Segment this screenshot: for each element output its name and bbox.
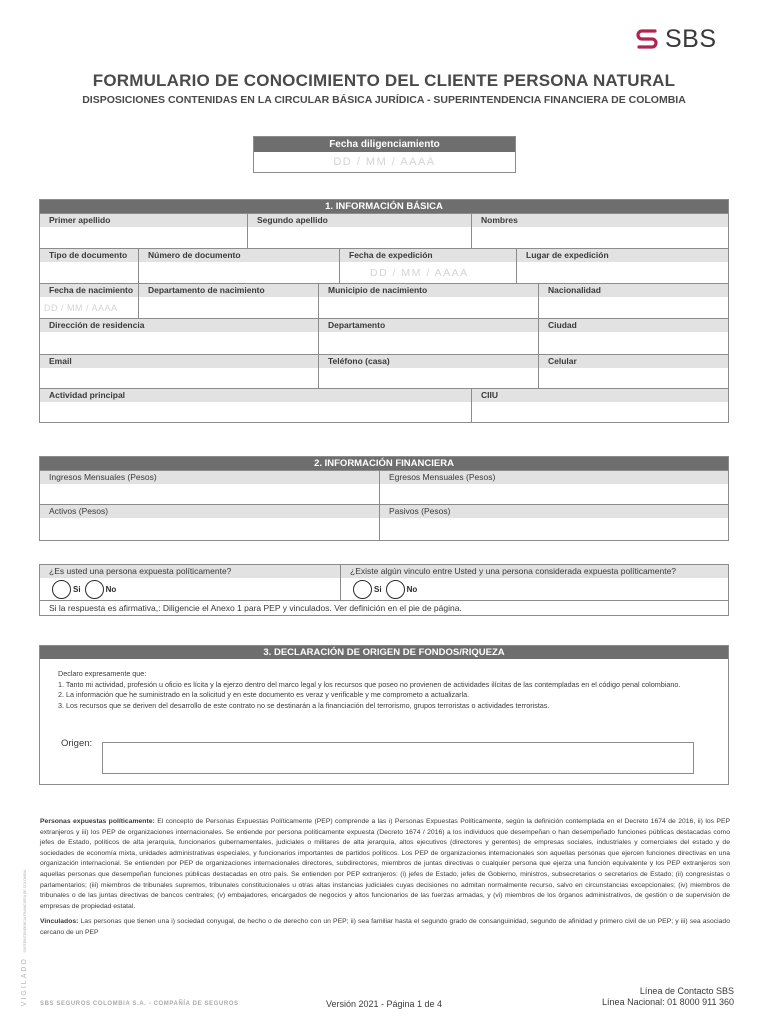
nombres-field[interactable] (471, 214, 728, 248)
ciiu-label: CIIU (472, 389, 728, 402)
telefono-label: Teléfono (casa) (319, 355, 538, 368)
primer-apellido-label: Primer apellido (40, 214, 247, 227)
declaracion-item-1: 1. Tanto mi actividad, profesión u oficio es lícita y la ejerzo dentro del marco legal y los recursos que poseo no provienen de actividades ilícitas de las contempladas en el código penal colombiano. (58, 679, 681, 689)
departamento-nacimiento-field[interactable] (138, 284, 318, 318)
email-label: Email (40, 355, 318, 368)
departamento-label: Departamento (319, 319, 538, 332)
segundo-apellido-label: Segundo apellido (248, 214, 471, 227)
declaracion-item-3: 3. Los recursos que se deriven del desarrollo de este contrato no se destinarán a la financiación del terrorismo, grupos terroristas o actividades terroristas. (58, 700, 550, 710)
pep-row (40, 565, 728, 600)
definicion-pep-term: Personas expuestas políticamente: (40, 818, 155, 825)
page-subtitle: DISPOSICIONES CONTENIDAS EN LA CIRCULAR BÁSICA JURÍDICA - SUPERINTENDENCIA FINANCIERA DE COLOMBIA (82, 94, 686, 106)
fecha-nacimiento-field[interactable] (40, 284, 138, 318)
municipio-nacimiento-label: Municipio de nacimiento (319, 284, 538, 297)
row-ingresos-egresos (40, 470, 728, 504)
pep2-si-label: Si (374, 584, 382, 594)
seccion1-title: 1. INFORMACIÓN BÁSICA (40, 200, 728, 213)
fecha-nacimiento-label: Fecha de nacimiento (40, 284, 138, 297)
definicion-pep (40, 817, 730, 912)
fecha-nacimiento-input[interactable]: DD / MM / AAAA (44, 302, 118, 313)
origen-input[interactable] (102, 742, 694, 774)
egresos-label: Egresos Mensuales (Pesos) (380, 471, 728, 484)
direccion-residencia-label: Dirección de residencia (40, 319, 318, 332)
ciudad-field[interactable] (538, 319, 728, 354)
vigilado-entity: SUPERINTENDENCIA FINANCIERA DE COLOMBIA (23, 869, 27, 953)
seccion-informacion-financiera (39, 456, 729, 541)
footer-company: SBS SEGUROS COLOMBIA S.A. - COMPAÑÍA DE SEGUROS (40, 1001, 239, 1007)
fecha-diligenciamiento-input[interactable]: DD / MM / AAAA (333, 156, 436, 168)
pasivos-label: Pasivos (Pesos) (380, 505, 728, 518)
definiciones (40, 817, 730, 944)
fecha-expedicion-input[interactable]: DD / MM / AAAA (370, 266, 469, 279)
ciiu-field[interactable] (471, 389, 728, 422)
fecha-diligenciamiento (253, 136, 516, 173)
pep-question-1-options (40, 578, 340, 600)
pep-question-2-options (341, 578, 728, 600)
pep1-no-radio[interactable] (85, 580, 104, 599)
pasivos-field[interactable] (379, 505, 728, 540)
telefono-field[interactable] (318, 355, 538, 388)
footer-version: Versión 2021 - Página 1 de 4 (325, 999, 443, 1009)
footer-contact (602, 986, 734, 1008)
pep2-no-label: No (406, 584, 418, 594)
row-nombres (40, 213, 728, 248)
pep1-si-label: Si (73, 584, 81, 594)
vigilado-label: VIGILADO (21, 957, 28, 1007)
seccion3-title: 3. DECLARACIÓN DE ORIGEN DE FONDOS/RIQUEZA (40, 646, 728, 659)
numero-documento-label: Número de documento (139, 249, 339, 262)
page-title: FORMULARIO DE CONOCIMIENTO DEL CLIENTE PERSONA NATURAL (92, 71, 676, 90)
fecha-diligenciamiento-label: Fecha diligenciamiento (254, 137, 515, 152)
row-nacimiento (40, 283, 728, 318)
municipio-nacimiento-field[interactable] (318, 284, 538, 318)
lugar-expedicion-label: Lugar de expedición (517, 249, 728, 262)
actividad-principal-label: Actividad principal (40, 389, 471, 402)
footer-contact-line2: Línea Nacional: 01 8000 911 360 (602, 997, 734, 1007)
row-documento (40, 248, 728, 283)
seccion2-title: 2. INFORMACIÓN FINANCIERA (40, 457, 728, 470)
departamento-field[interactable] (318, 319, 538, 354)
declaracion-intro: Declaro expresamente que: (58, 669, 147, 678)
row-direccion (40, 318, 728, 354)
vigilado-seal (14, 869, 30, 1007)
sbs-logo (634, 25, 717, 54)
segundo-apellido-field[interactable] (247, 214, 471, 248)
pep2-si-radio[interactable] (353, 580, 372, 599)
pep-question-1 (40, 565, 340, 600)
ingresos-label: Ingresos Mensuales (Pesos) (40, 471, 379, 484)
celular-field[interactable] (538, 355, 728, 388)
nacionalidad-field[interactable] (538, 284, 728, 318)
definicion-pep-text: El concepto de Personas Expuestas Políticamente (PEP) comprende a las i) Personas Expuestas Políticamente, según la definición contemplada en el Decreto 1674 de 2016, ii) los PEP extranjeros y iii) los PEP de organizaciones internacionales. Se entiende por persona políticamente expuesta (Decreto 1674 / 2016) a los individuos que desempeñan o han desempeñado funciones públicas destacadas como jefes de Estado, políticos de alta jerarquía, funcionarios gubernamentales, judiciales o militares de alta jerarquía, altos ejecutivos (directores y gerentes) de empresas sociales, industriales y comerciales del estado y de sociedades de economía mixta, unidades administrativas especiales, y funcionarios importantes de partidos políticos. Los PEP de organizaciones internacionales son aquellas personas que ejercen funciones directivas en una organización internacional. Se entienden por PEP de organizaciones internacionales directores, subdirectores, miembros de juntas directivas o cualquier persona que ejerza una función equivalente y los PEP extranjeros son aquellas personas que desempeñan funciones públicas destacadas en otro país. Se entienden por PEP extranjeros: (i) jefes de Estado, jefes de Gobierno, ministros, subsecretarios o secretarios de Estado; (ii) congresistas o parlamentarios; (iii) miembros de tribunales supremos, tribunales constitucionales u otras altas instancias judiciales cuyas decisiones no admitan normalmente recurso, salvo en circunstancias excepcionales; (iv) miembros de tribunales o de las juntas directivas de bancos centrales; (v) embajadores, encargados de negocios y altos funcionarios de las fuerzas armadas, y (vi) miembros de los órganos administrativos, de gestión o de supervisión de empresas de propiedad estatal. (40, 818, 731, 910)
departamento-nacimiento-label: Departamento de nacimiento (139, 284, 318, 297)
lugar-expedicion-field[interactable] (516, 249, 728, 283)
activos-field[interactable] (40, 505, 379, 540)
pep-question-2-label: ¿Existe algún vinculo entre Usted y una persona considerada expuesta políticamente? (341, 565, 728, 578)
tipo-documento-field[interactable] (40, 249, 138, 283)
celular-label: Celular (539, 355, 728, 368)
row-contacto (40, 354, 728, 388)
nacionalidad-label: Nacionalidad (539, 284, 728, 297)
pep-note: Si la respuesta es afirmativa,: Diligencie el Anexo 1 para PEP y vinculados. Ver definición en el pie de página. (40, 600, 728, 615)
ingresos-field[interactable] (40, 471, 379, 504)
fecha-expedicion-field[interactable] (339, 249, 516, 283)
seccion-declaracion-origen (39, 645, 729, 785)
seccion-informacion-basica (39, 199, 729, 423)
row-actividad (40, 388, 728, 422)
tipo-documento-label: Tipo de documento (40, 249, 138, 262)
sbs-logo-mark-icon (634, 26, 660, 54)
vigilado-text-wrap (13, 870, 31, 1006)
origen-label: Origen: (61, 738, 93, 749)
footer-contact-line1: Línea de Contacto SBS (639, 986, 734, 996)
numero-documento-field[interactable] (138, 249, 339, 283)
actividad-principal-field[interactable] (40, 389, 471, 422)
pep-question-1-label: ¿Es usted una persona expuesta políticamente? (40, 565, 340, 578)
declaracion-texto (40, 659, 728, 711)
activos-label: Activos (Pesos) (40, 505, 379, 518)
pep-questions (39, 564, 729, 616)
pep2-no-radio[interactable] (386, 580, 405, 599)
declaracion-item-2: 2. La información que he suministrado en la solicitud y en este documento es veraz y verificable y me comprometo a actualizarla. (58, 690, 470, 699)
row-activos-pasivos (40, 504, 728, 540)
email-field[interactable] (40, 355, 318, 388)
logo-text: SBS (665, 25, 717, 53)
definicion-vinculados-text: Las personas que tienen una i) sociedad conyugal, de hecho o de derecho con un PEP; ii) sea familiar hasta el segundo grado de consanguinidad, segundo de afinidad y primero civil de un PEP; y iii) sea asociado cercano de un PEP (40, 918, 730, 936)
direccion-residencia-field[interactable] (40, 319, 318, 354)
pep1-no-label: No (105, 584, 117, 594)
egresos-field[interactable] (379, 471, 728, 504)
definicion-vinculados (40, 917, 730, 938)
fecha-expedicion-label: Fecha de expedición (340, 249, 516, 262)
pep1-si-radio[interactable] (52, 580, 71, 599)
pep-question-2 (340, 565, 728, 600)
primer-apellido-field[interactable] (40, 214, 247, 248)
definicion-vinculados-term: Vinculados: (40, 918, 79, 926)
nombres-label: Nombres (472, 214, 728, 227)
ciudad-label: Ciudad (539, 319, 728, 332)
